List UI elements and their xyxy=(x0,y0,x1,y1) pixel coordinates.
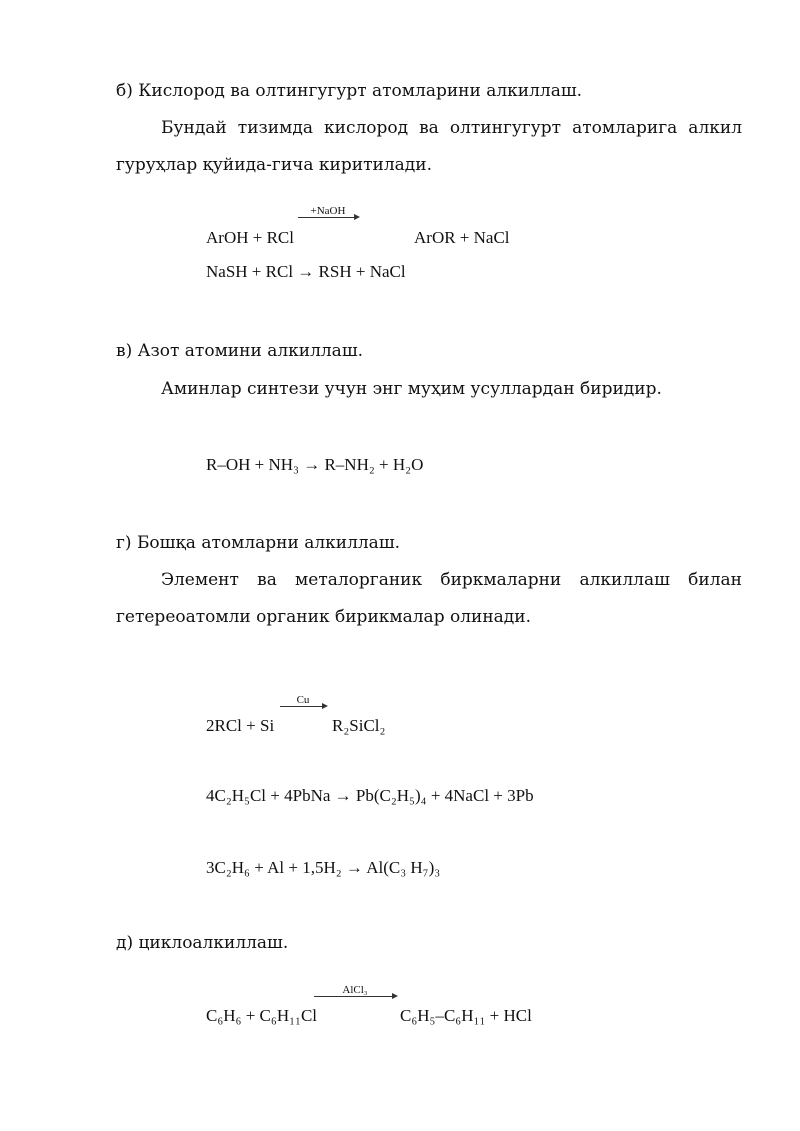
eq4-left: 2RCl + Si xyxy=(206,716,275,735)
section-v-paragraph: Аминлар синтези учун энг муҳим усуллардан биридир. xyxy=(161,379,662,399)
eq4-right: R₂SiCl₂ xyxy=(332,716,386,735)
eq1-right: ArOR + NaCl xyxy=(414,228,510,247)
section-b-heading: б) Кислород ва олтингугурт атомларини алкиллаш. xyxy=(116,81,583,101)
eq7-arrow xyxy=(314,984,396,997)
eq6: 3C₂H₆ + Al + 1,5H₂ → Al(C₃ H₇)₃ xyxy=(206,858,441,877)
eq3: R–OH + NH₃ → R–NH₂ + H₂O xyxy=(206,455,424,474)
section-b-paragraph: Бундай тизимда кислород ва олтингугурт атомларига алкил гуруҳлар қуйида-гича киритилади. xyxy=(116,118,742,175)
eq1-arrow xyxy=(298,205,358,218)
section-v-heading: в) Азот атомини алкиллаш. xyxy=(116,341,364,361)
eq7-right: C₆H₅–C₆H₁₁ + HCl xyxy=(400,1006,532,1025)
eq2: NaSH + RCl → RSH + NaCl xyxy=(206,262,406,281)
eq4-catalyst: Cu xyxy=(296,694,310,706)
eq5: 4C₂H₅Cl + 4PbNa → Pb(C₂H₅)₄ + 4NaCl + 3Pb xyxy=(206,786,534,805)
eq4-arrow xyxy=(280,694,326,707)
eq7-catalyst: AlCl₃ xyxy=(342,984,368,996)
section-g-paragraph: Элемент ва металорганик биркмаларни алкиллаш билан гетереоатомли органик бирикмалар олинади. xyxy=(116,570,742,627)
eq1-left: ArOH + RCl xyxy=(206,228,294,247)
section-g-heading: г) Бошқа атомларни алкиллаш. xyxy=(116,533,401,553)
eq7-left: C₆H₆ + C₆H₁₁Cl xyxy=(206,1006,318,1025)
eq1-catalyst: +NaOH xyxy=(310,205,346,217)
section-d-heading: д) циклоалкиллаш. xyxy=(116,933,289,953)
